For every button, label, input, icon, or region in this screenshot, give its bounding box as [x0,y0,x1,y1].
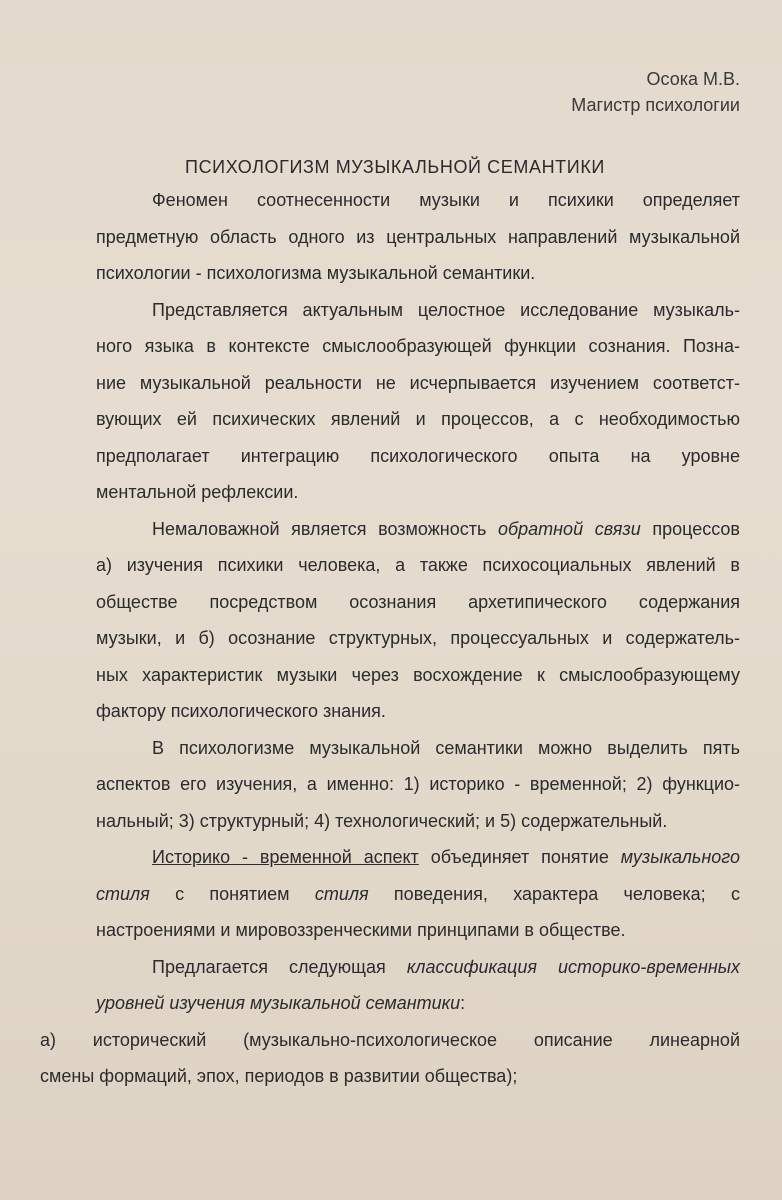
document-title: ПСИХОЛОГИЗМ МУЗЫКАЛЬНОЙ СЕМАНТИКИ [185,157,605,177]
paragraph-1-line-2: предметную область одного из центральных направлений музыкальной [96,226,740,247]
paragraph-3-line-1-text-c: процессов [640,518,740,539]
paragraph-5-line-1 [40,839,740,876]
paragraph-3-line-4: музыки, и б) осознание структурных, процессуальных и содержатель- [96,628,740,648]
paragraph-2-line-6: ментальной рефлексии. [96,482,299,502]
paragraph-6-line-1-text-a: Предлагается следующая [152,956,407,977]
document-page [40,66,740,1095]
paragraph-4-line-3: нальный; 3) структурный; 4) технологический; и 5) содержательный. [96,810,668,831]
levels-term: уровней изучения музыкальной семантики [96,993,461,1013]
paragraph-2-line-2: ного языка в контексте смыслообразующей функции сознания. Позна- [96,336,740,356]
paragraph-6 [40,949,740,1022]
style-term-1: стиля [96,883,150,904]
paragraph-1 [40,182,740,292]
paragraph-2-line-3: ние музыкальной реальности не исчерпывается изучением соответст- [96,372,740,393]
paragraph-1-line-1: Феномен соотнесенности музыки и психики определяет [152,190,740,210]
classification-term: классификация историко-временных [406,956,740,977]
paragraph-5-line-2-text-b: с понятием [149,883,315,904]
paragraph-1-line-3: психологии - психологизма музыкальной семантики. [96,263,536,283]
paragraph-6-line-1 [40,949,740,986]
paragraph-7 [40,1022,740,1095]
paragraph-5-line-1-text-b: объединяет понятие [418,847,621,867]
paragraph-2-line-1: Представляется актуальным целостное исследование музыкаль- [152,299,740,320]
paragraph-5-line-2-text-d: поведения, характера человека; с [368,883,740,904]
paragraph-5 [40,839,740,949]
author-name: Осока М.В. [646,69,740,89]
paragraph-3-line-1 [40,511,740,548]
musical-term: музыкального [620,847,740,867]
paragraph-4-line-2: аспектов его изучения, а именно: 1) историко - временной; 2) функцио- [96,774,740,794]
paragraph-3-line-6: фактору психологического знания. [96,701,386,721]
paragraph-4 [40,730,740,840]
style-term-2: стиля [314,883,369,904]
paragraph-3-line-5: ных характеристик музыки через восхождение к смыслообразующему [96,664,740,685]
paragraph-3-line-3: обществе посредством осознания архетипического содержания [96,591,740,612]
paragraph-2 [40,292,740,511]
paragraph-3-line-1-text-a: Немаловажной является возможность [152,518,498,539]
paragraph-7-line-2: смены формаций, эпох, периодов в развитии общества); [40,1066,518,1086]
paragraph-6-line-2 [40,985,740,1022]
paragraph-2-line-4: вующих ей психических явлений и процессов, а с необходимостью [96,409,740,429]
paragraph-5-line-2 [40,876,740,913]
paragraph-6-line-2-colon: : [460,993,466,1013]
author-degree: Магистр психологии [571,95,740,115]
paragraph-5-line-3: настроениями и мировоззренческими принципами в обществе. [96,920,626,940]
feedback-term: обратной связи [498,518,641,539]
paragraph-7-line-1: а) исторический (музыкально-психологическое описание линеарной [40,1029,740,1050]
paragraph-3-line-2: а) изучения психики человека, а также психосоциальных явлений в [96,555,740,575]
author-block [40,66,740,118]
paragraph-3 [40,511,740,730]
paragraph-4-line-1: В психологизме музыкальной семантики можно выделить пять [152,737,740,758]
historical-aspect-term: Историко - временной аспект [152,847,419,867]
paragraph-2-line-5: предполагает интеграцию психологического опыта на уровне [96,445,740,466]
